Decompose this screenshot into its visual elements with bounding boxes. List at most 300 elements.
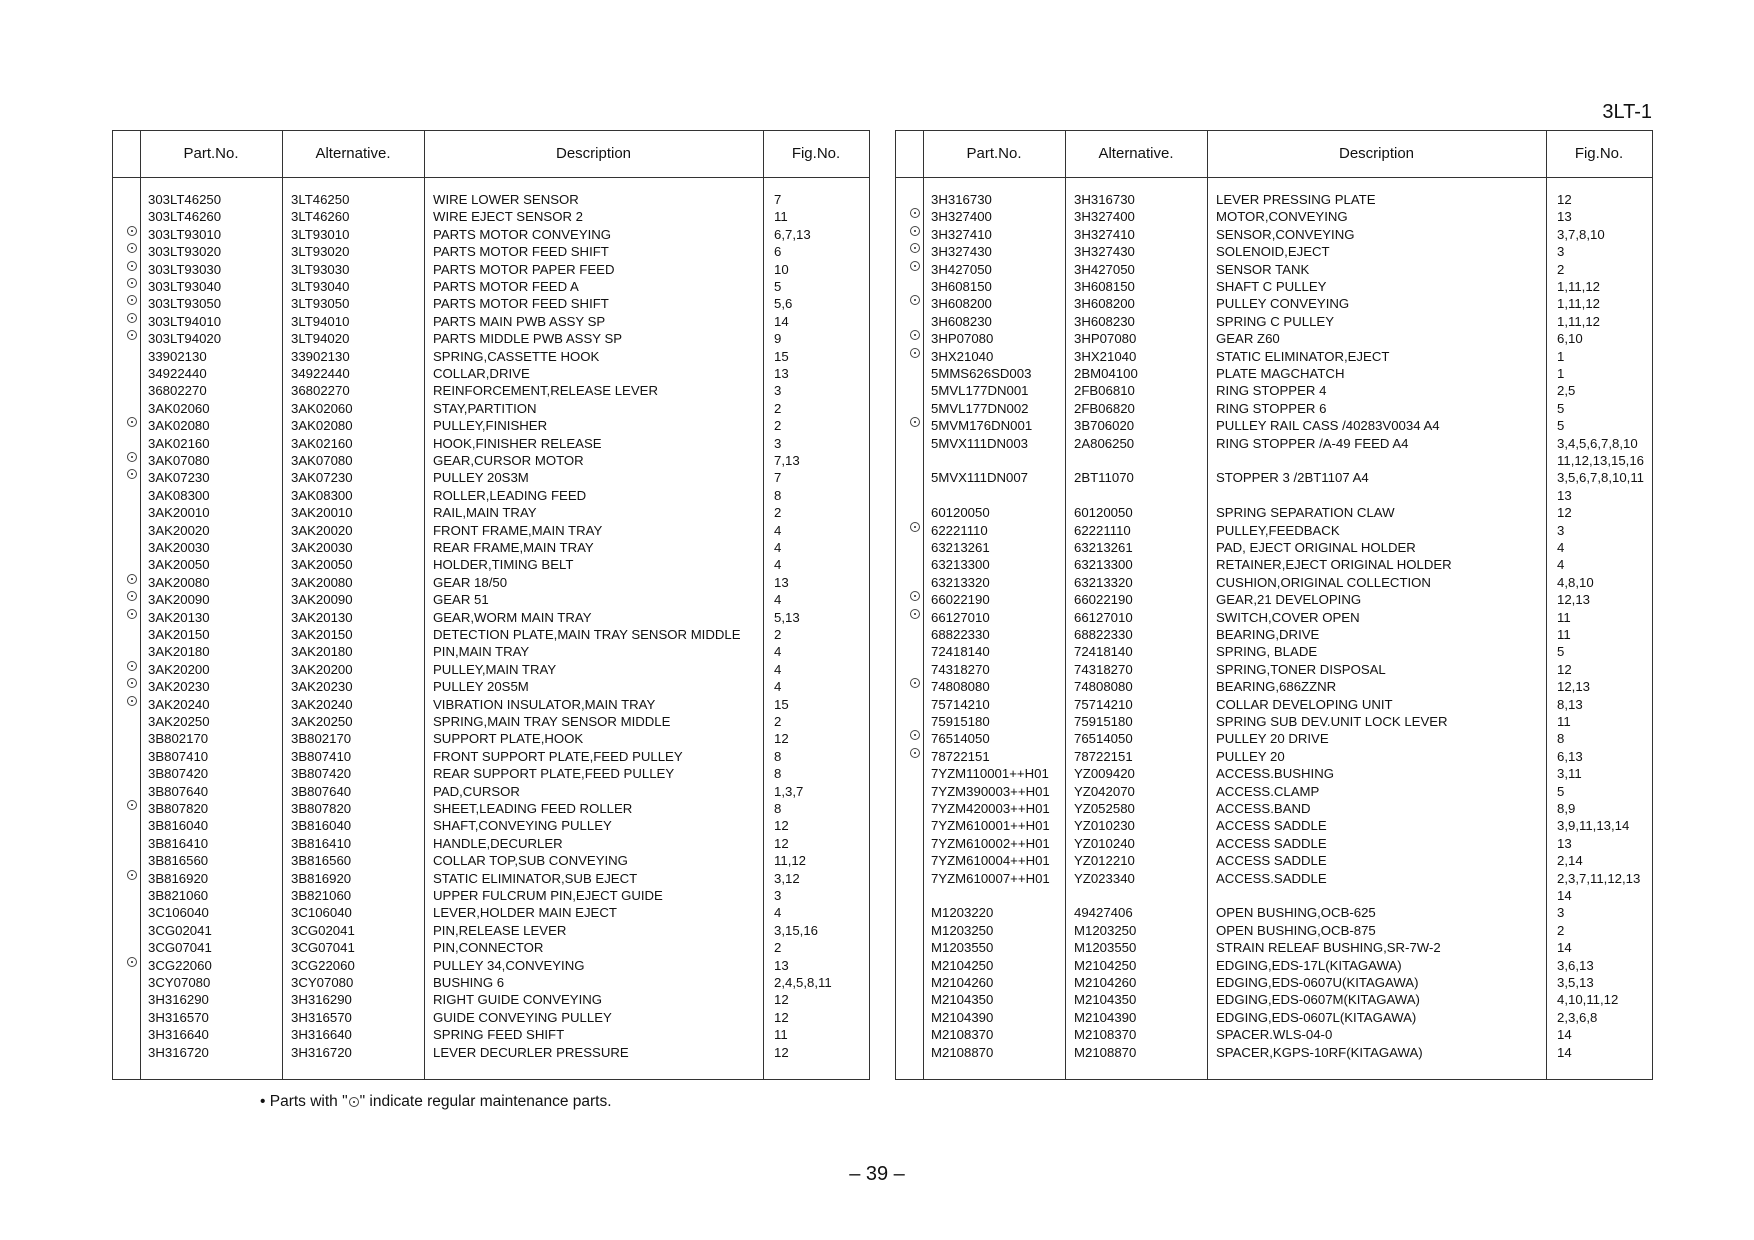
maintenance-mark-icon	[127, 574, 137, 584]
table-row	[896, 957, 1652, 974]
alternative-cell: YZ009420	[1074, 766, 1135, 782]
part-no-cell: 3AK20230	[148, 679, 210, 695]
header-alternative: Alternative.	[315, 145, 391, 162]
fig-no-cell: 5,13	[774, 609, 800, 625]
description-cell: STATIC ELIMINATOR,SUB EJECT	[433, 870, 638, 886]
part-no-cell: 303LT94010	[148, 313, 222, 329]
description-cell: SHAFT C PULLEY	[1216, 279, 1327, 294]
maintenance-mark-icon	[127, 278, 137, 288]
part-no-cell: 5MVX111DN003	[931, 435, 1029, 451]
table-row	[896, 835, 1652, 852]
description-cell: STRAIN RELEAF BUSHING,SR-7W-2	[1216, 940, 1441, 956]
alternative-cell: 3H316290	[291, 992, 352, 1008]
description-cell: HANDLE,DECURLER	[433, 835, 563, 851]
description-cell: SPRING,TONER DISPOSAL	[1216, 661, 1386, 677]
description-cell: PARTS MOTOR FEED SHIFT	[433, 244, 609, 260]
fig-no-cell: 2,3,6,8	[1557, 1009, 1598, 1025]
fig-no-cell: 4	[774, 679, 782, 695]
part-no-cell: 3AK02160	[148, 435, 210, 451]
description-cell: GEAR 51	[433, 592, 489, 608]
table-row	[113, 313, 869, 330]
part-no-cell: 7YZM610001++H01	[931, 818, 1050, 834]
description-cell: HOOK,FINISHER RELEASE	[433, 435, 602, 451]
part-no-cell: 63213261	[931, 540, 990, 555]
alternative-cell: M2108870	[1074, 1044, 1137, 1060]
table-row	[896, 1044, 1652, 1061]
description-cell: RIGHT GUIDE CONVEYING	[433, 992, 603, 1008]
part-no-cell: 3B816410	[148, 835, 209, 851]
maintenance-mark-icon	[910, 730, 920, 740]
table-row	[113, 400, 869, 417]
alternative-cell: 3AK02060	[291, 400, 353, 416]
maintenance-mark-icon	[910, 295, 920, 305]
fig-no-cell: 1,11,12	[1557, 279, 1601, 294]
description-cell: SHAFT,CONVEYING PULLEY	[433, 818, 612, 834]
table-row	[113, 556, 869, 573]
fig-no-cell: 11,12	[774, 853, 807, 869]
fig-no-cell: 2	[774, 505, 782, 521]
part-no-cell: 7YZM610002++H01	[931, 835, 1050, 851]
table-row	[113, 1044, 869, 1061]
part-no-cell: 3AK20180	[148, 644, 210, 660]
alternative-cell: 3AK20050	[291, 557, 353, 573]
fig-no-cell: 2,3,7,11,12,13	[1557, 870, 1641, 886]
fig-no-cell: 3,15,16	[774, 922, 818, 938]
table-row	[113, 452, 869, 469]
table-row	[896, 539, 1652, 556]
alternative-cell: 74808080	[1074, 679, 1133, 695]
fig-no-cell: 2,4,5,8,11	[774, 975, 832, 990]
table-row	[896, 278, 1652, 295]
fig-no-cell: 3	[1557, 244, 1565, 260]
alternative-cell: 3B802170	[291, 731, 352, 747]
table-row	[896, 504, 1652, 521]
alternative-cell: 2BM04100	[1074, 366, 1138, 381]
alternative-cell: 3LT94010	[291, 313, 350, 329]
description-cell: ACCESS SADDLE	[1216, 835, 1327, 851]
table-row	[113, 730, 869, 747]
maintenance-mark-icon	[127, 609, 137, 619]
alternative-cell: 3LT93010	[291, 226, 350, 242]
alternative-cell: M2104260	[1074, 975, 1137, 990]
description-cell: REINFORCEMENT,RELEASE LEVER	[433, 383, 658, 399]
part-no-cell: 3AK20090	[148, 592, 210, 608]
table-row	[896, 295, 1652, 312]
description-cell: OPEN BUSHING,OCB-625	[1216, 905, 1376, 921]
table-row	[896, 382, 1652, 399]
alternative-cell: 3AK07230	[291, 470, 353, 486]
description-cell: PULLEY RAIL CASS /40283V0034 A4	[1216, 418, 1440, 434]
alternative-cell: 3CY07080	[291, 975, 354, 990]
table-row	[113, 957, 869, 974]
part-no-cell: M2104390	[931, 1009, 994, 1025]
part-no-cell: 78722151	[931, 748, 990, 764]
part-no-cell: 5MVL177DN001	[931, 383, 1029, 399]
maintenance-mark-icon	[127, 313, 137, 323]
description-cell: FRONT FRAME,MAIN TRAY	[433, 522, 603, 538]
fig-no-cell: 5	[1557, 400, 1565, 416]
part-no-cell: 303LT46260	[148, 209, 222, 225]
alternative-cell: 76514050	[1074, 731, 1133, 747]
alternative-cell: 3AK20240	[291, 696, 353, 712]
fig-no-cell: 15	[774, 348, 789, 364]
table-row	[113, 852, 869, 869]
description-cell: STOPPER 3 /2BT1107 A4	[1216, 470, 1369, 486]
table-row	[896, 678, 1652, 695]
description-cell: SPRING SUB DEV.UNIT LOCK LEVER	[1216, 714, 1448, 729]
description-cell: SPRING, BLADE	[1216, 644, 1318, 660]
description-cell: WIRE LOWER SENSOR	[433, 192, 579, 207]
fig-no-cell: 12	[774, 835, 789, 851]
description-cell: EDGING,EDS-17L(KITAGAWA)	[1216, 957, 1402, 973]
part-no-cell: 303LT93040	[148, 279, 222, 294]
maintenance-mark-icon	[910, 609, 920, 619]
alternative-cell: 3H327400	[1074, 209, 1135, 225]
description-cell: RING STOPPER /A-49 FEED A4	[1216, 435, 1409, 451]
alternative-cell: 3H608230	[1074, 313, 1135, 329]
table-row	[113, 487, 869, 504]
description-cell: PULLEY,FEEDBACK	[1216, 522, 1340, 538]
alternative-cell: 3LT46260	[291, 209, 350, 225]
fig-no-cell: 4	[774, 592, 782, 608]
part-no-cell: 76514050	[931, 731, 990, 747]
alternative-cell: YZ012210	[1074, 853, 1135, 869]
alternative-cell: 63213320	[1074, 574, 1133, 590]
maintenance-mark-icon	[127, 591, 137, 601]
part-no-cell: 3B821060	[148, 888, 209, 903]
table-row	[113, 226, 869, 243]
table-row	[896, 574, 1652, 591]
maintenance-mark-icon	[127, 452, 137, 462]
alternative-cell: 62221110	[1074, 522, 1131, 538]
fig-no-cell: 3	[774, 435, 782, 451]
maintenance-mark-icon	[910, 591, 920, 601]
alternative-cell: 3AK20020	[291, 522, 353, 538]
fig-no-cell: 11	[1557, 714, 1571, 729]
table-row	[896, 783, 1652, 800]
part-no-cell: 63213300	[931, 557, 990, 573]
part-no-cell: 3AK20150	[148, 627, 210, 642]
part-no-cell: 3H316290	[148, 992, 209, 1008]
alternative-cell: M2104250	[1074, 957, 1137, 973]
table-row	[896, 330, 1652, 347]
table-row	[113, 417, 869, 434]
description-cell: HOLDER,TIMING BELT	[433, 557, 574, 573]
alternative-cell: 3LT93050	[291, 296, 350, 312]
table-row	[896, 661, 1652, 678]
alternative-cell: YZ042070	[1074, 783, 1135, 799]
fig-no-cell: 1,11,12	[1557, 296, 1601, 312]
part-no-cell: 3HP07080	[931, 331, 994, 347]
table-row	[113, 1026, 869, 1043]
alternative-cell: 3AK20010	[291, 505, 353, 521]
table-row	[896, 208, 1652, 225]
part-no-cell: M2104260	[931, 975, 994, 990]
table-row	[113, 696, 869, 713]
table-row	[113, 974, 869, 991]
alternative-cell: 78722151	[1074, 748, 1133, 764]
part-no-cell: 3H316730	[931, 192, 992, 207]
alternative-cell: 3B821060	[291, 888, 352, 903]
alternative-cell: 3H327410	[1074, 226, 1135, 242]
maintenance-mark-icon	[910, 417, 920, 427]
alternative-cell: M1203550	[1074, 940, 1137, 956]
fig-no-cell: 8	[774, 748, 782, 764]
maintenance-mark-icon	[910, 330, 920, 340]
table-row	[113, 939, 869, 956]
alternative-cell: 75714210	[1074, 696, 1133, 712]
alternative-cell: 33902130	[291, 348, 350, 364]
alternative-cell: 3H316730	[1074, 192, 1135, 207]
fig-no-cell: 3,5,13	[1557, 975, 1594, 990]
fig-no-cell: 8,13	[1557, 696, 1583, 712]
alternative-cell: 3AK07080	[291, 453, 353, 468]
fig-no-cell: 2	[1557, 261, 1565, 277]
fig-no-cell: 6,10	[1557, 331, 1583, 347]
description-cell: GEAR,WORM MAIN TRAY	[433, 609, 592, 625]
part-no-cell: 3H316640	[148, 1027, 209, 1043]
description-cell: PULLEY 34,CONVEYING	[433, 957, 585, 973]
description-cell: CUSHION,ORIGINAL COLLECTION	[1216, 574, 1431, 590]
part-no-cell: 34922440	[148, 366, 207, 381]
table-row	[113, 765, 869, 782]
alternative-cell: 3AK20230	[291, 679, 353, 695]
parts-table-left	[112, 130, 870, 1080]
description-cell: WIRE EJECT SENSOR 2	[433, 209, 583, 225]
header-alternative: Alternative.	[1098, 145, 1174, 162]
description-cell: LEVER PRESSING PLATE	[1216, 192, 1376, 207]
part-no-cell: 3AK02060	[148, 400, 210, 416]
table-row	[113, 609, 869, 626]
alternative-cell: 3H608200	[1074, 296, 1135, 312]
alternative-cell: 3AK08300	[291, 487, 353, 503]
fig-no-cell: 2	[774, 400, 782, 416]
table-row	[113, 817, 869, 834]
maintenance-mark-icon	[127, 295, 137, 305]
description-cell: OPEN BUSHING,OCB-875	[1216, 922, 1376, 938]
fig-no-cell: 8,9	[1557, 801, 1576, 816]
fig-no-cell: 13	[1557, 487, 1572, 503]
table-row	[896, 800, 1652, 817]
header-description: Description	[555, 145, 632, 162]
maintenance-mark-icon	[127, 261, 137, 271]
table-row	[896, 730, 1652, 747]
description-cell: GUIDE CONVEYING PULLEY	[433, 1009, 612, 1025]
table-row	[113, 382, 869, 399]
maintenance-mark-icon	[127, 226, 137, 236]
fig-no-cell: 12,13	[1557, 592, 1591, 608]
table-row	[896, 191, 1652, 208]
description-cell: ACCESS.BAND	[1216, 801, 1311, 816]
table-row	[113, 713, 869, 730]
maintenance-mark-icon	[127, 696, 137, 706]
alternative-cell: 49427406	[1074, 905, 1133, 921]
part-no-cell: 3B807420	[148, 766, 209, 782]
description-cell: ACCESS.BUSHING	[1216, 766, 1334, 782]
table-row	[896, 556, 1652, 573]
alternative-cell: 3AK20090	[291, 592, 353, 608]
part-no-cell: 303LT93050	[148, 296, 222, 312]
fig-no-cell: 3,7,8,10	[1557, 226, 1605, 242]
description-cell: REAR FRAME,MAIN TRAY	[433, 540, 594, 555]
fig-no-cell: 6	[774, 244, 782, 260]
fig-no-cell: 14	[1557, 1044, 1572, 1060]
part-no-cell: 3AK20080	[148, 574, 210, 590]
table-row	[113, 783, 869, 800]
fig-no-cell: 8	[774, 801, 782, 816]
header-fig-no: Fig.No.	[791, 145, 841, 162]
part-no-cell: 68822330	[931, 627, 990, 642]
description-cell: PIN,MAIN TRAY	[433, 644, 530, 660]
part-no-cell: 3H327430	[931, 244, 992, 260]
maintenance-mark-icon	[127, 243, 137, 253]
fig-no-cell: 5	[1557, 644, 1565, 660]
part-no-cell: 3B802170	[148, 731, 209, 747]
fig-no-cell: 4,10,11,12	[1557, 992, 1619, 1008]
part-no-cell: 3B816560	[148, 853, 209, 869]
fig-no-cell: 6,7,13	[774, 226, 811, 242]
description-cell: DETECTION PLATE,MAIN TRAY SENSOR MIDDLE	[433, 627, 741, 642]
table-row	[896, 365, 1652, 382]
table-row	[113, 435, 869, 452]
description-cell: LEVER DECURLER PRESSURE	[433, 1044, 629, 1060]
part-no-cell: M2108370	[931, 1027, 994, 1043]
table-row	[113, 574, 869, 591]
alternative-cell: YZ010240	[1074, 835, 1135, 851]
fig-no-cell: 3,5,6,7,8,10,11	[1557, 470, 1645, 486]
part-no-cell: M1203250	[931, 922, 994, 938]
maintenance-mark-icon	[910, 208, 920, 218]
fig-no-cell: 12	[774, 1044, 789, 1060]
maintenance-mark-icon	[127, 417, 137, 427]
table-row	[896, 765, 1652, 782]
fig-no-cell: 11	[1557, 609, 1571, 625]
alternative-cell: 68822330	[1074, 627, 1133, 642]
fig-no-cell: 14	[1557, 940, 1572, 956]
header-fig-no: Fig.No.	[1574, 145, 1624, 162]
fig-no-cell: 5,6	[774, 296, 793, 312]
alternative-cell: 3C106040	[291, 905, 352, 921]
part-no-cell: M2108870	[931, 1044, 994, 1060]
table-row	[113, 591, 869, 608]
part-no-cell: 74318270	[931, 661, 990, 677]
footnote-text-after: " indicate regular maintenance parts.	[359, 1093, 612, 1110]
fig-no-cell: 2	[774, 714, 782, 729]
part-no-cell: 303LT93020	[148, 244, 222, 260]
alternative-cell: 63213261	[1074, 540, 1133, 555]
fig-no-cell: 12	[774, 992, 789, 1008]
description-cell: ACCESS SADDLE	[1216, 818, 1327, 834]
table-row	[896, 817, 1652, 834]
fig-no-cell: 13	[774, 574, 789, 590]
part-no-cell: 7YZM610004++H01	[931, 853, 1050, 869]
part-no-cell: 72418140	[931, 644, 990, 660]
page-code: 3LT-1	[1602, 101, 1652, 123]
fig-no-cell: 11	[1557, 627, 1571, 642]
alternative-cell: M2104390	[1074, 1009, 1137, 1025]
table-row	[896, 1026, 1652, 1043]
description-cell: PARTS MOTOR CONVEYING	[433, 226, 612, 242]
description-cell: STAY,PARTITION	[433, 400, 537, 416]
part-no-cell: M2104250	[931, 957, 994, 973]
table-row	[896, 591, 1652, 608]
table-row	[896, 748, 1652, 765]
table-row	[113, 904, 869, 921]
part-no-cell: 7YZM420003++H01	[931, 801, 1050, 816]
part-no-cell: 3CG02041	[148, 922, 212, 938]
table-row	[113, 278, 869, 295]
description-cell: SHEET,LEADING FEED ROLLER	[433, 801, 633, 816]
fig-no-cell: 3,11	[1557, 766, 1582, 782]
part-no-cell: 3CG07041	[148, 940, 212, 956]
part-no-cell: M1203550	[931, 940, 994, 956]
fig-no-cell: 13	[1557, 209, 1572, 225]
fig-no-cell: 3	[1557, 905, 1565, 921]
part-no-cell: 3B816920	[148, 870, 209, 886]
table-row	[896, 643, 1652, 660]
description-cell: SWITCH,COVER OPEN	[1216, 609, 1360, 625]
fig-no-cell: 3	[1557, 522, 1565, 538]
part-no-cell: 3B807820	[148, 801, 209, 816]
part-no-cell: 3AK20240	[148, 696, 210, 712]
part-no-cell: 3H608150	[931, 279, 992, 294]
table-row	[896, 1009, 1652, 1026]
description-cell: UPPER FULCRUM PIN,EJECT GUIDE	[433, 888, 663, 903]
part-no-cell: 3CY07080	[148, 975, 211, 990]
alternative-cell: 2BT11070	[1074, 470, 1134, 486]
part-no-cell: 3AK08300	[148, 487, 210, 503]
description-cell: SPACER,KGPS-10RF(KITAGAWA)	[1216, 1044, 1423, 1060]
description-cell: GEAR 18/50	[433, 574, 508, 590]
alternative-cell: 3B706020	[1074, 418, 1135, 434]
table-row	[896, 870, 1652, 887]
description-cell: PULLEY 20S3M	[433, 470, 529, 486]
part-no-cell: 5MVL177DN002	[931, 400, 1029, 416]
fig-no-cell: 13	[774, 957, 789, 973]
table-row	[113, 330, 869, 347]
description-cell: SENSOR TANK	[1216, 261, 1310, 277]
description-cell: EDGING,EDS-0607U(KITAGAWA)	[1216, 975, 1419, 990]
alternative-cell: 3B816040	[291, 818, 352, 834]
description-cell: BEARING,DRIVE	[1216, 627, 1320, 642]
alternative-cell: 2A806250	[1074, 435, 1135, 451]
description-cell: SPRING SEPARATION CLAW	[1216, 505, 1395, 521]
fig-no-cell: 8	[774, 766, 782, 782]
alternative-cell: 3LT93030	[291, 261, 350, 277]
alternative-cell: 3AK20150	[291, 627, 353, 642]
alternative-cell: M2108370	[1074, 1027, 1137, 1043]
fig-no-cell: 12	[1557, 661, 1572, 677]
alternative-cell: 3AK20080	[291, 574, 353, 590]
part-no-cell: 3H608200	[931, 296, 992, 312]
part-no-cell: 3H316720	[148, 1044, 209, 1060]
table-row	[113, 1009, 869, 1026]
description-cell: PULLEY CONVEYING	[1216, 296, 1350, 312]
table-row	[896, 348, 1652, 365]
fig-no-cell: 4	[1557, 557, 1565, 573]
alternative-cell: 3B807420	[291, 766, 352, 782]
alternative-cell: 3H316720	[291, 1044, 352, 1060]
maintenance-mark-icon	[127, 678, 137, 688]
header-description: Description	[1338, 145, 1415, 162]
description-cell: PAD, EJECT ORIGINAL HOLDER	[1216, 540, 1416, 555]
part-no-cell: 303LT46250	[148, 192, 222, 207]
alternative-cell: YZ023340	[1074, 870, 1135, 886]
part-no-cell: 62221110	[931, 522, 988, 538]
description-cell: PULLEY 20S5M	[433, 679, 529, 695]
alternative-cell: 3AK02080	[291, 418, 353, 434]
part-no-cell: 75915180	[931, 714, 990, 729]
